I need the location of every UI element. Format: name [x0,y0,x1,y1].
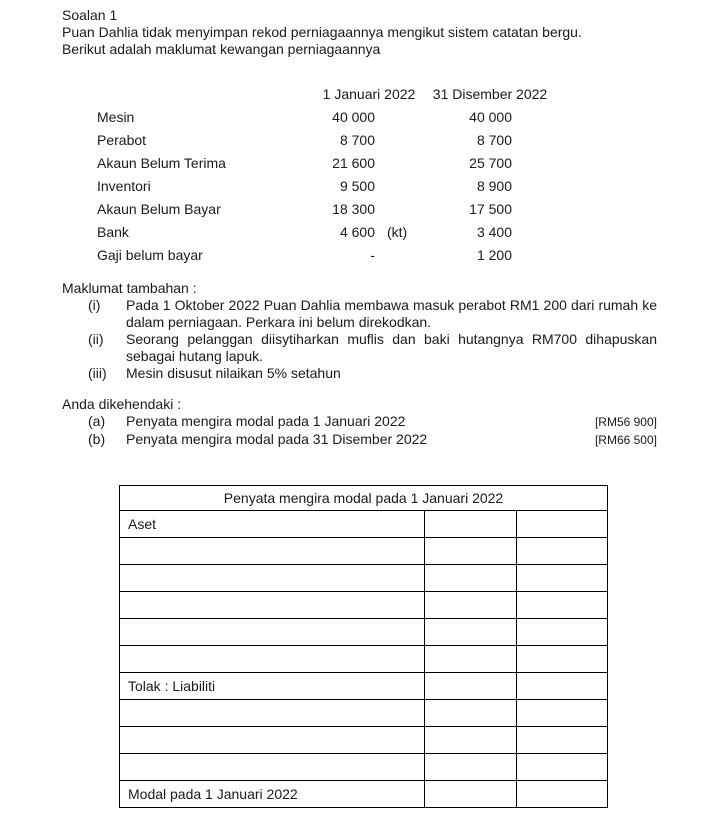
worksheet-blank-cell [425,700,517,727]
worksheet-row [120,592,608,619]
figures-dis-value: 17 500 [469,200,512,217]
worksheet-row-label: Tolak : Liabiliti [120,673,425,700]
intro-line-2: Berikut adalah maklumat kewangan perniagaannya [62,41,381,57]
figures-row-label: Akaun Belum Terima [97,154,226,171]
figures-row-label: Gaji belum bayar [97,246,203,263]
worksheet-row-label [120,565,425,592]
requirement-answer: [RM66 500] [594,433,657,447]
figures-jan-value: - [370,246,375,263]
figures-header-row [97,82,657,105]
figures-row [97,197,657,220]
worksheet-blank-cell [517,646,608,673]
requirement-number: (a) [88,413,106,429]
worksheet-row [120,511,608,538]
figures-row [97,105,657,128]
worksheet-blank-cell [517,565,608,592]
worksheet-row [120,700,608,727]
worksheet-row-label [120,592,425,619]
figures-row [97,128,657,151]
worksheet-row [120,538,608,565]
worksheet-row [120,646,608,673]
figures-row [97,174,657,197]
worksheet-blank-cell [517,538,608,565]
worksheet-blank-cell [425,727,517,754]
requirements-heading: Anda dikehendaki : [62,396,182,412]
item-text: Mesin disusut nilaikan 5% setahun [126,365,341,381]
item-text: Pada 1 Oktober 2022 Puan Dahlia membawa masuk perabot RM1 200 dari rumah ke dalam perniagaan. Perkara ini belum direkodkan. [126,297,657,330]
worksheet-row-label [120,754,425,781]
intro-line-1: Puan Dahlia tidak menyimpan rekod perniagaannya mengikut sistem catatan bergu. [62,24,582,40]
worksheet-row-label [120,619,425,646]
figures-row-label: Mesin [97,108,135,125]
worksheet-row [120,673,608,700]
worksheet-blank-cell [517,781,608,808]
figures-dis-value: 1 200 [476,246,512,263]
additional-info-item [62,331,657,365]
additional-info-item [62,297,657,331]
worksheet-row-label [120,700,425,727]
worksheet-row-label [120,538,425,565]
worksheet-row [120,727,608,754]
figures-dis-value: 8 900 [476,177,512,194]
worksheet-blank-cell [517,592,608,619]
worksheet-blank-cell [425,619,517,646]
requirement-item [62,413,657,431]
figures-header-jan: 1 Januari 2022 [322,85,416,102]
worksheet-row-label [120,727,425,754]
worksheet-blank-cell [425,781,517,808]
worksheet-blank-cell [517,754,608,781]
worksheet-blank-cell [425,754,517,781]
additional-info-heading: Maklumat tambahan : [62,280,197,296]
worksheet-blank-cell [517,727,608,754]
figures-jan-value: 18 300 [332,200,375,217]
worksheet-blank-cell [425,538,517,565]
requirements-items [62,413,657,449]
worksheet-row [120,754,608,781]
question-title: Soalan 1 [62,7,118,23]
figures-row [97,243,657,266]
requirement-number: (b) [88,431,106,447]
worksheet-body [120,486,608,808]
additional-info-item [62,365,657,382]
figures-row-label: Bank [97,223,129,240]
worksheet-blank-cell [517,700,608,727]
figures-jan-value: 40 000 [332,108,375,125]
figures-jan-value: 21 600 [332,154,375,171]
item-text: Seorang pelanggan diisytiharkan muflis dan baki hutangnya RM700 dihapuskan sebagai hutang lapuk. [126,331,657,364]
worksheet-blank-cell [425,646,517,673]
figures-dis-value: 8 700 [476,131,512,148]
worksheet-blank-cell [517,511,608,538]
item-number: (ii) [88,331,104,347]
worksheet-row-label: Aset [120,511,425,538]
figures-jan-value: 4 600 [339,223,375,240]
item-number: (i) [88,297,101,313]
requirement-item [62,431,657,449]
worksheet-blank-cell [425,592,517,619]
figures-row [97,220,657,243]
figures-dis-value: 3 400 [476,223,512,240]
figures-jan-value: 9 500 [339,177,375,194]
figures-rows [97,105,657,266]
worksheet-blank-cell [425,511,517,538]
worksheet-blank-cell [425,673,517,700]
figures-table [97,82,657,266]
worksheet-blank-cell [517,673,608,700]
figures-row-label: Perabot [97,131,147,148]
worksheet-blank-cell [425,565,517,592]
figures-row-label: Inventori [97,177,151,194]
worksheet-title: Penyata mengira modal pada 1 Januari 2022 [120,486,608,511]
figures-header-dis: 31 Disember 2022 [432,85,548,102]
figures-note: (kt) [387,223,408,240]
worksheet-blank-cell [517,619,608,646]
requirement-answer: [RM56 900] [594,415,657,429]
figures-row [97,151,657,174]
worksheet-row [120,781,608,808]
worksheet-title-row [120,486,608,511]
requirement-text: Penyata mengira modal pada 1 Januari 2022 [126,413,406,429]
figures-dis-value: 40 000 [469,108,512,125]
figures-jan-value: 8 700 [339,131,375,148]
worksheet-row-label [120,646,425,673]
additional-info-items [62,297,657,382]
requirement-text: Penyata mengira modal pada 31 Disember 2022 [126,431,428,447]
worksheet-row [120,565,608,592]
worksheet-row [120,619,608,646]
figures-row-label: Akaun Belum Bayar [97,200,221,217]
item-number: (iii) [88,365,107,381]
figures-dis-value: 25 700 [469,154,512,171]
worksheet-row-label: Modal pada 1 Januari 2022 [120,781,425,808]
worksheet-table [119,485,608,808]
